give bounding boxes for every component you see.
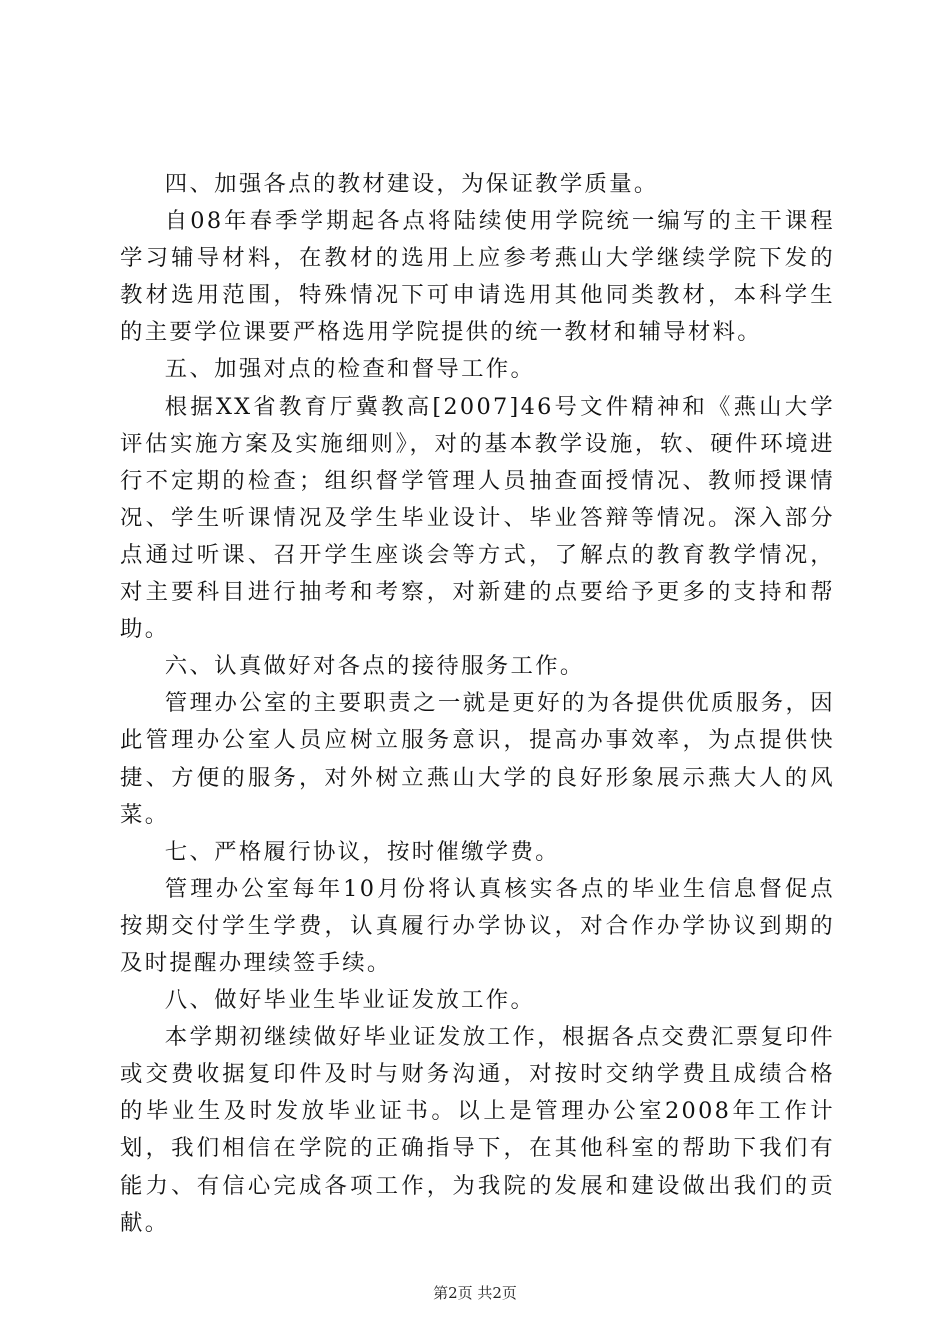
paragraph-diplomas: 本学期初继续做好毕业证发放工作，根据各点交费汇票复印件或交费收据复印件及时与财务沟通，对按时交纳学费且成绩合格的毕业生及时发放毕业证书。以上是管理办公室2008年工作计划，我们相信在学院的正确指导下，在其他科室的帮助下我们有能力、有信心完成各项工作，为我院的发展和建设做出我们的贡献。 [120, 1024, 835, 1236]
paragraph-inspection: 根据XX省教育厅冀教高[2007]46号文件精神和《燕山大学评估实施方案及实施细则》，对的基本教学设施，软、硬件环境进行不定期的检查；组织督学管理人员抽查面授情况、教师授课情况、学生听课情况及学生毕业设计、毕业答辩等情况。深入部分点通过听课、召开学生座谈会等方式，了解点的教育教学情况，对主要科目进行抽考和考察，对新建的点要给予更多的支持和帮助。 [120, 393, 835, 643]
paragraph-tuition: 管理办公室每年10月份将认真核实各点的毕业生信息督促点按期交付学生学费，认真履行办学协议，对合作办学协议到期的及时提醒办理续签手续。 [120, 875, 835, 976]
page-footer: 第2页 共2页 [433, 1284, 517, 1302]
section-heading-5: 五、加强对点的检查和督导工作。 [164, 356, 536, 383]
paragraph-service: 管理办公室的主要职责之一就是更好的为各提供优质服务，因此管理办公室人员应树立服务意识，提高办事效率，为点提供快捷、方便的服务，对外树立燕山大学的良好形象展示燕大人的风菜。 [120, 690, 835, 828]
section-heading-8: 八、做好毕业生毕业证发放工作。 [164, 987, 536, 1014]
document-body [120, 166, 835, 1242]
paragraph-textbooks: 自08年春季学期起各点将陆续使用学院统一编写的主干课程学习辅导材料，在教材的选用上应参考燕山大学继续学院下发的教材选用范围，特殊情况下可申请选用其他同类教材，本科学生的主要学位课要严格选用学院提供的统一教材和辅导材料。 [120, 208, 835, 346]
section-heading-4: 四、加强各点的教材建设，为保证教学质量。 [164, 171, 659, 197]
section-heading-6: 六、认真做好对各点的接待服务工作。 [164, 653, 585, 680]
section-heading-7: 七、严格履行协议，按时催缴学费。 [164, 838, 560, 865]
